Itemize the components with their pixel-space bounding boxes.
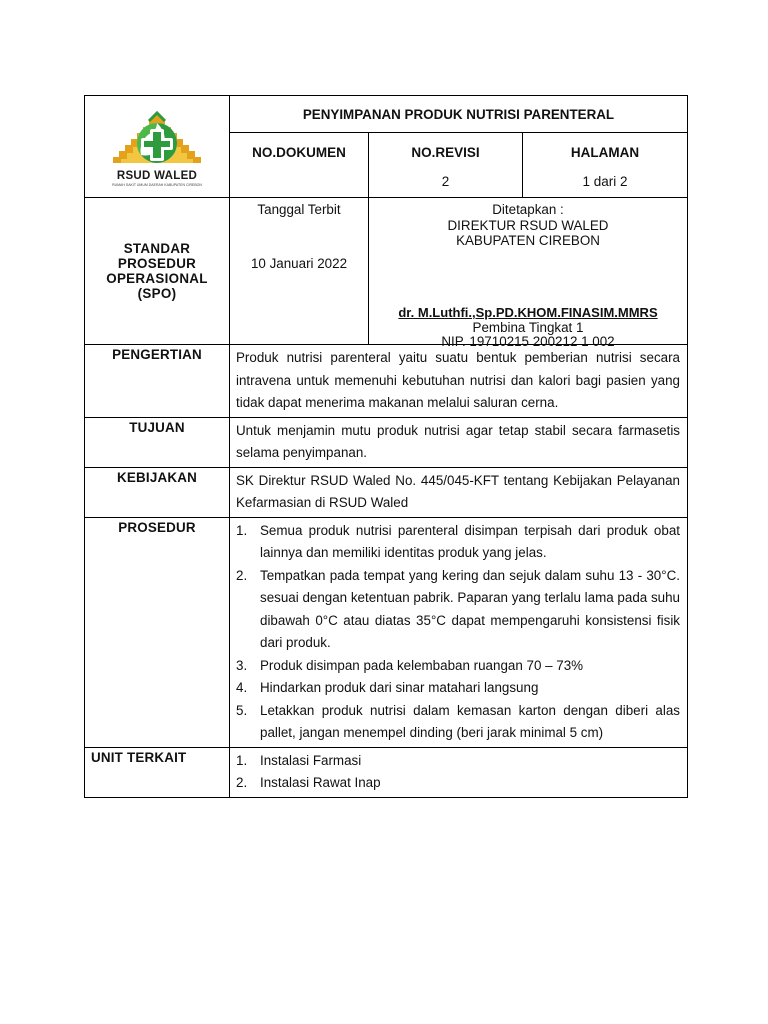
prosedur-label: PROSEDUR: [85, 517, 230, 747]
document-title: PENYIMPANAN PRODUK NUTRISI PARENTERAL: [230, 96, 688, 133]
list-item-text: Tempatkan pada tempat yang kering dan sejuk dalam suhu 13 - 30°C. sesuai dengan ketentuan pabrik. Paparan yang terlalu lama pada suhu dibawah 0°C atau diatas 35°C dapat mempengaruhi konsistensi fisik dari produk.: [260, 567, 680, 650]
list-item-number: 5.: [236, 702, 248, 718]
halaman-value: 1 dari 2: [582, 174, 628, 189]
signer-details: [369, 321, 687, 349]
no-dokumen-label: NO.DOKUMEN: [252, 145, 346, 160]
list-item-text: Instalasi Rawat Inap: [260, 775, 381, 790]
ditetapkan-cell: [369, 198, 688, 349]
spo-label-line: (SPO): [137, 286, 177, 301]
prosedur-content: [230, 517, 688, 747]
unit-terkait-list: [236, 750, 680, 795]
tanggal-terbit-cell: [230, 198, 369, 345]
ditetapkan-block: [369, 202, 687, 249]
rsud-waled-emblem-icon: [105, 107, 209, 169]
spo-label: [85, 198, 230, 345]
logo-cell: [85, 96, 230, 198]
unit-terkait-content: [230, 747, 688, 797]
pengertian-text: Produk nutrisi parenteral yaitu suatu bentuk pemberian nutrisi secara intravena untuk memenuhi kebutuhan nutrisi dan kalori bagi pasien yang tidak dapat menerima makanan melalui saluran cerna.: [230, 345, 688, 418]
logo-subtitle: RUMAH SAKIT UMUM DAERAH KABUPATEN CIREBON: [112, 182, 202, 187]
list-item-number: 2.: [236, 567, 248, 583]
list-item: [236, 655, 680, 678]
no-revisi-label: NO.REVISI: [411, 145, 480, 160]
list-item-number: 2.: [236, 775, 248, 790]
list-item: [236, 750, 680, 773]
list-item: [236, 700, 680, 745]
no-revisi-value: 2: [441, 174, 450, 189]
list-item-text: Semua produk nutrisi parenteral disimpan terpisah dari produk obat lainnya dan memiliki identitas produk yang jelas.: [260, 522, 680, 560]
tujuan-text: Untuk menjamin mutu produk nutrisi agar tetap stabil secara farmasetis selama penyimpanan.: [230, 417, 688, 467]
spo-label-line: OPERASIONAL: [106, 271, 208, 286]
list-item-text: Produk disimpan pada kelembaban ruangan 70 – 73%: [260, 657, 584, 673]
no-dokumen-cell: [230, 133, 369, 198]
list-item-number: 1.: [236, 522, 248, 538]
list-item-text: Letakkan produk nutrisi dalam kemasan karton dengan diberi alas pallet, jangan menempel dinding (beri jarak minimal 5 cm): [260, 702, 680, 740]
spo-document: [84, 95, 687, 798]
signer-name: dr. M.Luthfi.,Sp.PD.KHOM.FINASIM.MMRS: [398, 305, 658, 320]
spo-table: [84, 95, 688, 798]
list-item-text: Hindarkan produk dari sinar matahari langsung: [260, 680, 539, 695]
list-item-number: 4.: [236, 680, 248, 695]
ditetapkan-title: DIREKTUR RSUD WALED: [447, 217, 609, 233]
ditetapkan-label: Ditetapkan :: [492, 202, 564, 217]
halaman-cell: [523, 133, 688, 198]
hospital-logo: [97, 107, 217, 187]
list-item: [236, 565, 680, 655]
list-item: [236, 677, 680, 700]
no-revisi-cell: [369, 133, 523, 198]
list-item: [236, 772, 680, 795]
list-item: [236, 520, 680, 565]
kebijakan-label: KEBIJAKAN: [85, 467, 230, 517]
halaman-label: HALAMAN: [570, 145, 640, 160]
tanggal-terbit-label: Tanggal Terbit: [257, 202, 341, 217]
prosedur-list: [236, 520, 680, 745]
pengertian-label: PENGERTIAN: [85, 345, 230, 418]
signer-rank: Pembina Tingkat 1: [472, 320, 584, 335]
unit-terkait-label: UNIT TERKAIT: [85, 747, 230, 797]
kebijakan-text: SK Direktur RSUD Waled No. 445/045-KFT tentang Kebijakan Pelayanan Kefarmasian di RSUD Waled: [230, 467, 688, 517]
tujuan-label: TUJUAN: [85, 417, 230, 467]
list-item-text: Instalasi Farmasi: [260, 752, 362, 768]
list-item-number: 1.: [236, 752, 248, 768]
signer-nip: NIP. 19710215 200212 1 002: [441, 334, 615, 349]
list-item-number: 3.: [236, 657, 248, 673]
tanggal-terbit-value: 10 Januari 2022: [250, 256, 348, 271]
spo-label-line: PROSEDUR: [117, 256, 197, 271]
spo-label-line: STANDAR: [123, 241, 191, 256]
logo-text: RSUD WALED: [116, 169, 198, 182]
ditetapkan-region: KABUPATEN CIREBON: [456, 233, 600, 248]
